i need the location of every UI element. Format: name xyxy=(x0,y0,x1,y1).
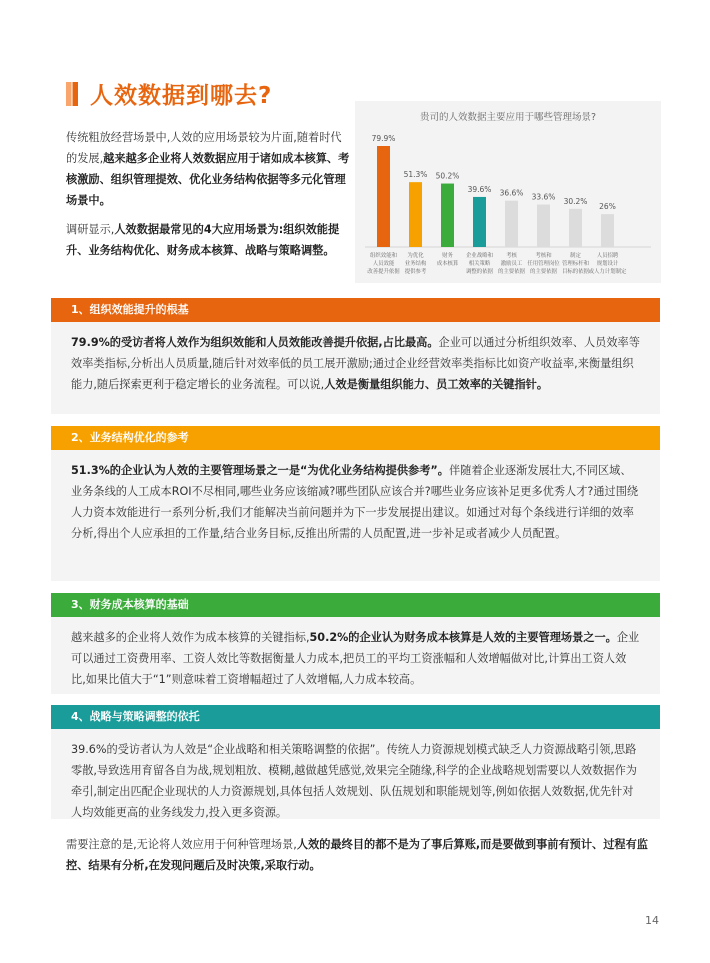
text-run: 企业可以通过分析组织效率、人员效率等效率类指标,分析出人员质量,随后针对效率低的员工展开激励;通过企业经营效率类指标比如资产收益率,来衡量组织能力,随后探索更利于稳定增长的业务流程。可以说, xyxy=(71,336,640,391)
bold-text-run: 人效是衡量组织能力、员工效率的关键指针。 xyxy=(324,378,549,391)
section-body xyxy=(51,729,660,823)
section-business-structure xyxy=(51,426,660,581)
bar-value-label: 79.9% xyxy=(371,134,396,143)
bar-value-label: 50.2% xyxy=(435,171,460,181)
closing-plain: 需要注意的是,无论将人效应用于何种管理场景, xyxy=(66,838,297,851)
category-label: 为优化 xyxy=(407,253,424,259)
bar-value-label: 39.6% xyxy=(467,184,492,194)
bold-text-run: 79.9%的受访者将人效作为组织效能和人员效能改善提升依据,占比最高。 xyxy=(71,336,439,349)
category-label: 制定 xyxy=(570,253,581,259)
category-label: 组织效能和 xyxy=(370,253,397,259)
chart-canvas xyxy=(355,101,661,283)
section-heading: 4、战略与策略调整的依托 xyxy=(51,705,660,729)
section-body xyxy=(51,617,660,690)
category-label: 改善提升依据 xyxy=(367,269,400,275)
category-label: 企业战略和 xyxy=(466,253,493,259)
category-label: 财务 xyxy=(442,253,453,259)
intro-2-plain: 调研显示, xyxy=(66,223,115,236)
page-number: 14 xyxy=(645,914,659,927)
text-run: 39.6%的受访者认为人效是“企业战略和相关策略调整的依据”。传统人力资源规划模式缺乏人力资源战略引领,思路零散,导致选用育留各自为战,规划粗放、模糊,越做越凭感觉,效果完全随缘,科学的企业战略规划需要以人效数据作为牵引,制定出匹配企业现状的人力资源规划,具体包括人效规划、队伍规划和职能规划等,例如依据人效数据,优先针对人均效能更高的业务线发力,投入更多资源。 xyxy=(71,743,637,819)
closing-paragraph xyxy=(66,834,648,876)
category-label: 人员招聘 xyxy=(596,253,619,259)
bold-text-run: 50.2%的企业认为财务成本核算是人效的主要管理场景之一。 xyxy=(309,631,617,644)
category-label: 的主要依据 xyxy=(530,269,557,275)
category-label: 考核 xyxy=(506,253,517,259)
bar-value-label: 51.3% xyxy=(403,170,428,180)
category-label: 的主要依据 xyxy=(498,269,525,275)
intro-1-bold: 越来越多企业将人效数据应用于诸如成本核算、考核激励、组织管理提效、优化业务结构依据等多元化管理场景中。 xyxy=(66,152,350,207)
bar-5 xyxy=(537,205,550,247)
bar-4 xyxy=(505,201,518,247)
category-label: 激励员工 xyxy=(500,261,523,267)
bar-chart xyxy=(355,101,661,283)
section-heading: 3、财务成本核算的基础 xyxy=(51,593,660,617)
bar-0 xyxy=(377,146,390,247)
intro-paragraph-2 xyxy=(66,219,352,261)
text-run: 企业可以通过工资费用率、工资人效比等数据衡量人力成本,把员工的平均工资涨幅和人效增幅做对比,计算出工资人效比,如果比值大于“1”则意味着工资增幅超过了人效增幅,人力成本较高。 xyxy=(71,631,640,686)
bar-7 xyxy=(601,214,614,247)
bar-value-label: 30.2% xyxy=(563,196,588,206)
intro-2-bold: 人效数据最常见的4大应用场景为:组织效能提升、业务结构优化、财务成本核算、战略与策略调整。 xyxy=(66,223,340,257)
section-body xyxy=(51,322,660,395)
title-accent-bar xyxy=(66,82,78,106)
page-title-block xyxy=(66,77,272,110)
category-label: 任用管理岗位 xyxy=(527,261,560,267)
section-heading: 2、业务结构优化的参考 xyxy=(51,426,660,450)
section-strategy-adjustment xyxy=(51,705,660,819)
bar-value-label: 26% xyxy=(599,202,616,212)
category-label: 规划设计 xyxy=(596,261,619,267)
section-cost-accounting xyxy=(51,593,660,694)
category-label: 调整的依据 xyxy=(466,269,493,275)
category-label: 业务结构 xyxy=(404,261,427,267)
bar-3 xyxy=(473,197,486,247)
bar-2 xyxy=(441,184,454,247)
bar-6 xyxy=(569,209,582,247)
category-label: 目标的依据 xyxy=(562,269,589,275)
section-body xyxy=(51,450,660,544)
category-label: 提供参考 xyxy=(404,269,427,275)
section-org-efficiency xyxy=(51,298,660,414)
section-heading: 1、组织效能提升的根基 xyxy=(51,298,660,322)
category-label: 管理标杆和 xyxy=(562,261,589,267)
closing-bold: 人效的最终目的都不是为了事后算账,而是要做到事前有预计、过程有监控、结果有分析,在发现问题后及时决策,采取行动。 xyxy=(66,838,648,872)
text-run: 伴随着企业逐渐发展壮大,不同区域、业务条线的人工成本ROI不尽相同,哪些业务应该缩减?哪些团队应该合并?哪些业务应该补足更多优秀人才?通过围绕人力资本效能进行一系列分析,我们才能解决当前问题并为下一步发展提出建议。如通过对每个条线进行详细的效率分析,得出个人应承担的工作量,结合业务目标,反推出所需的人员配置,进一步补足或者减少人员配置。 xyxy=(71,464,639,540)
intro-paragraph-1 xyxy=(66,127,352,211)
category-label: 或人力计划制定 xyxy=(588,269,627,275)
bar-value-label: 36.6% xyxy=(499,188,524,198)
category-label: 成本核算 xyxy=(436,261,459,267)
page-title: 人效数据到哪去? xyxy=(90,83,273,109)
intro-1-plain: 传统粗放经营场景中,人效的应用场景较为片面,随着时代的发展, xyxy=(66,131,342,165)
category-label: 相关策略 xyxy=(468,261,491,267)
bar-value-label: 33.6% xyxy=(531,192,556,202)
category-label: 人员效能 xyxy=(372,261,395,267)
bar-1 xyxy=(409,182,422,247)
text-run: 越来越多的企业将人效作为成本核算的关键指标, xyxy=(71,631,310,644)
category-label: 考核和 xyxy=(535,253,552,259)
chart-title: 贵司的人效数据主要应用于哪些管理场景? xyxy=(419,112,597,123)
bold-text-run: 51.3%的企业认为人效的主要管理场景之一是“为优化业务结构提供参考”。 xyxy=(71,464,449,477)
